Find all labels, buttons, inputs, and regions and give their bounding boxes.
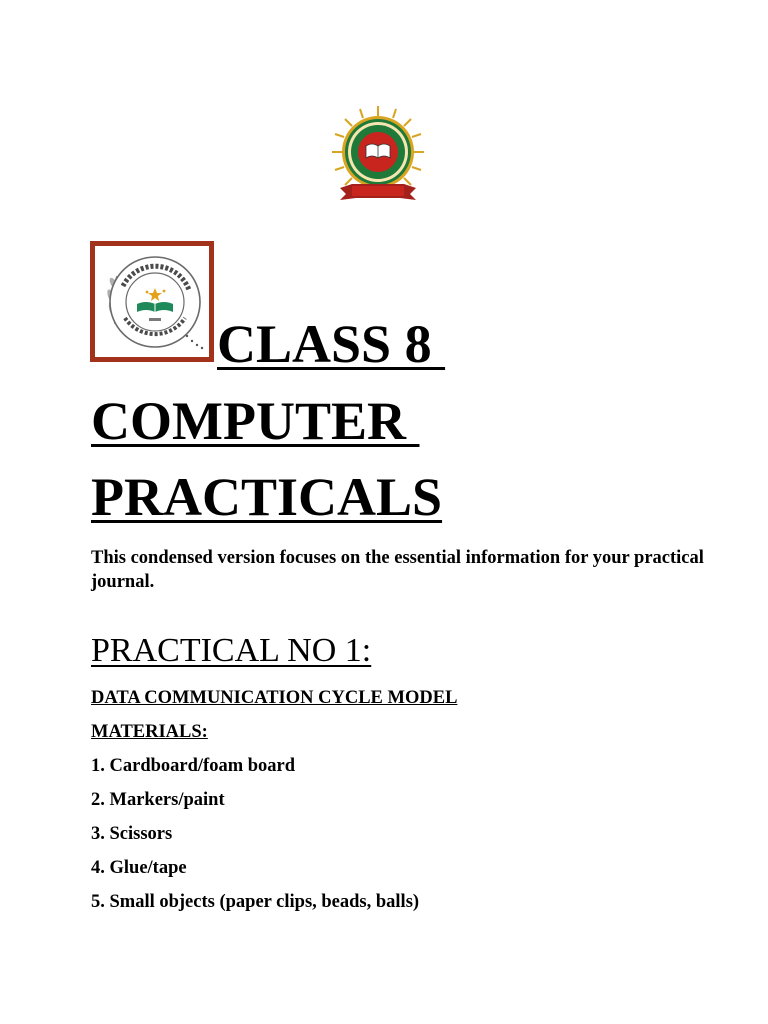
title-line-3: PRACTICALS [91,467,443,527]
directorate-emblem-icon [330,104,426,204]
materials-list [91,757,419,927]
list-item: 3. Scissors [91,824,173,844]
list-item: 2. Markers/paint [91,790,225,810]
list-item: 1. Cardboard/foam board [91,756,296,776]
school-logo [90,241,214,362]
practical-heading: PRACTICAL NO 1: [91,632,372,669]
title-line-2: COMPUTER [91,391,420,451]
intro-paragraph: This condensed version focuses on the essential information for your practical journal. [91,548,704,592]
title-line-1: CLASS 8 [217,314,446,374]
practical-title: DATA COMMUNICATION CYCLE MODEL [91,688,458,708]
materials-heading: MATERIALS: [91,722,208,742]
list-item: 4. Glue/tape [91,858,187,878]
list-item: 5. Small objects (paper clips, beads, balls) [91,892,420,912]
school-crest-icon [95,246,209,357]
